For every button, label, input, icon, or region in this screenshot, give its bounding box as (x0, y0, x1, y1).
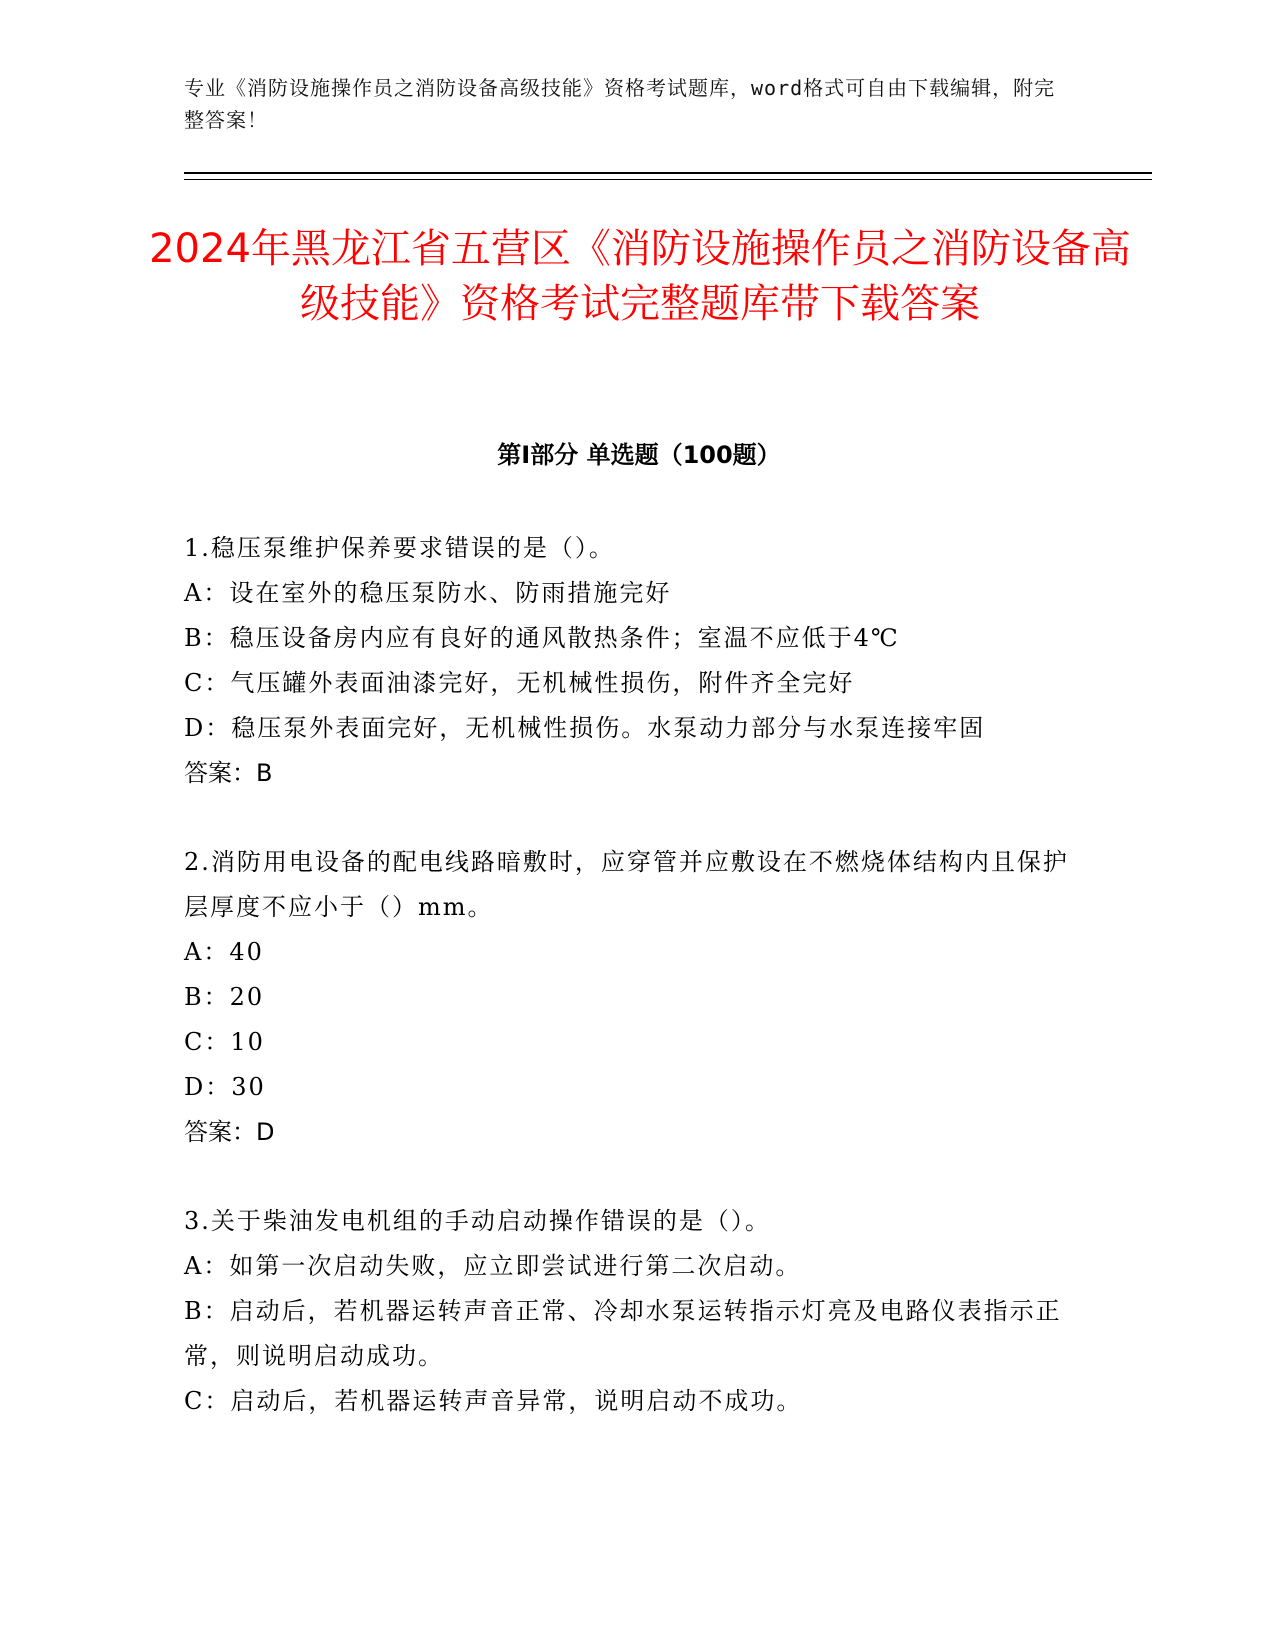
question-2 (184, 840, 1084, 1155)
question-stem: 3.关于柴油发电机组的手动启动操作错误的是（）。 (184, 1207, 771, 1235)
header-divider-thin (184, 179, 1152, 180)
option-d: D：稳压泵外表面完好，无机械性损伤。水泵动力部分与水泵连接牢固 (184, 714, 986, 742)
question-3 (184, 1199, 1084, 1424)
answer-label: 答案：B (184, 759, 273, 787)
question-stem: 1.稳压泵维护保养要求错误的是（）。 (184, 534, 615, 562)
option-c: C：气压罐外表面油漆完好，无机械性损伤，附件齐全完好 (184, 669, 855, 697)
header-divider-thick (184, 172, 1152, 174)
option-d: D：30 (184, 1073, 266, 1101)
question-stem: 2.消防用电设备的配电线路暗敷时，应穿管并应敷设在不燃烧体结构内且保护层厚度不应小于（）mm。 (184, 848, 1069, 921)
option-b: B：稳压设备房内应有良好的通风散热条件；室温不应低于4℃ (184, 624, 900, 652)
question-list (184, 526, 1084, 1468)
document-title: 2024年黑龙江省五营区《消防设施操作员之消防设备高级技能》资格考试完整题库带下载答案 (149, 226, 1131, 327)
option-c: C：启动后，若机器运转声音异常，说明启动不成功。 (184, 1387, 803, 1415)
header-note: 专业《消防设施操作员之消防设备高级技能》资格考试题库，word格式可自由下载编辑，附完整答案！ (184, 76, 1056, 132)
option-a: A：40 (184, 938, 264, 966)
option-a: A：设在室外的稳压泵防水、防雨措施完好 (184, 579, 672, 607)
answer-label: 答案：D (184, 1118, 275, 1146)
option-b: B：20 (184, 983, 265, 1011)
question-1 (184, 526, 1084, 796)
option-b: B：启动后，若机器运转声音正常、冷却水泵运转指示灯亮及电路仪表指示正常，则说明启动成功。 (184, 1297, 1062, 1370)
option-c: C：10 (184, 1028, 265, 1056)
section-heading: 第Ⅰ部分 单选题（100题） (497, 441, 781, 469)
option-a: A：如第一次启动失败，应立即尝试进行第二次启动。 (184, 1252, 802, 1280)
